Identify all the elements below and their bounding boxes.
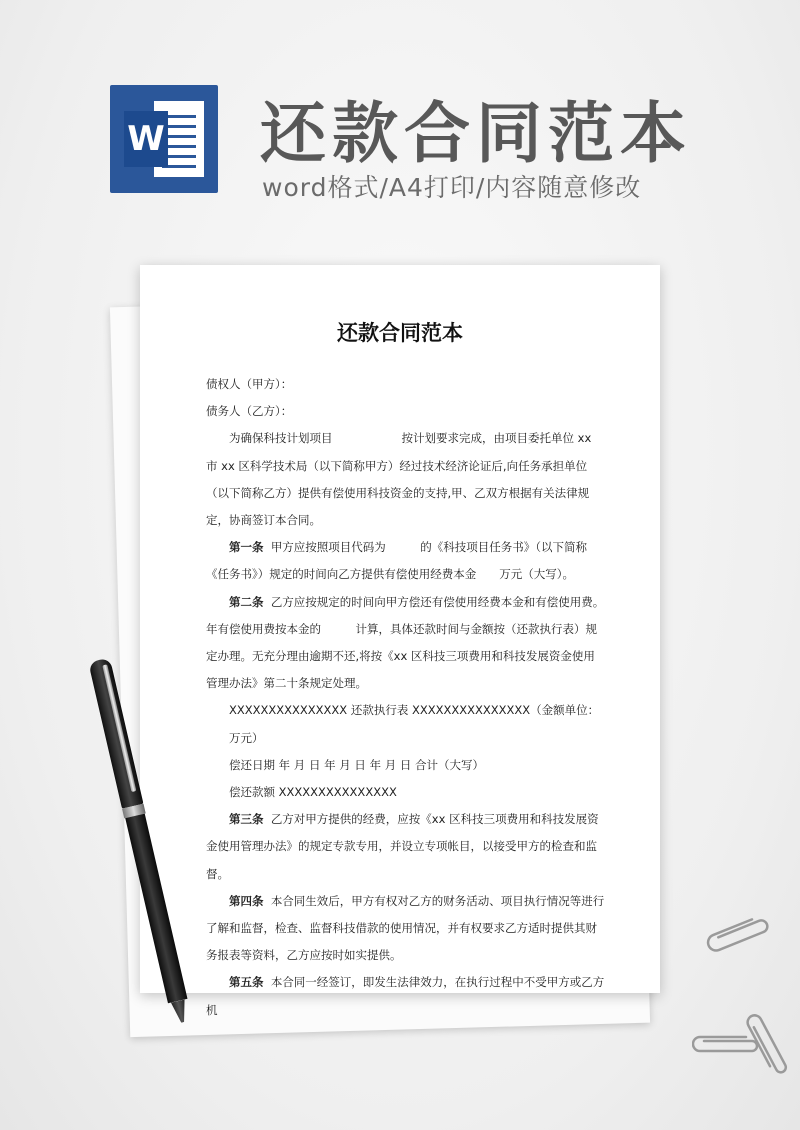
article-4-text: 本合同生效后，甲方有权对乙方的财务活动、项目执行情况等进行了解和监督，检查、监督科技借款的使用情况，并有权要求乙方适时提供其财务报表等资料，乙方应按时如实提供。	[206, 893, 605, 963]
repayment-table-row-1: XXXXXXXXXXXXXXX 还款执行表 XXXXXXXXXXXXXXX（金额单位：万元）	[229, 703, 600, 745]
document-body	[206, 371, 714, 1024]
article-5-text: 本合同一经签订，即发生法律效力，在执行过程中不受甲方或乙方机	[206, 975, 605, 1017]
article-5-label: 第五条	[229, 975, 264, 990]
banner-subtitle: word格式/A4打印/内容随意修改	[262, 173, 642, 202]
article-4	[206, 888, 606, 970]
article-1-label: 第一条	[229, 540, 264, 555]
article-3-label: 第三条	[229, 812, 264, 827]
article-2	[206, 589, 606, 698]
article-3	[206, 806, 606, 888]
document-page	[140, 265, 714, 1017]
article-1-text: 甲方应按照项目代码为 的《科技项目任务书》（以下简称《任务书》）规定的时间向乙方提供有偿使用经费本金 万元（大写）。	[206, 540, 588, 582]
article-5	[206, 969, 606, 1023]
article-2-label: 第二条	[229, 594, 264, 609]
article-3-text: 乙方对甲方提供的经费，应按《xx 区科技三项费用和科技发展资金使用管理办法》的规定专款专用，并设立专项帐目，以接受甲方的检查和监督。	[206, 812, 599, 881]
intro-paragraph: 为确保科技计划项目 按计划要求完成，由项目委托单位 xx 市 xx 区科学技术局（以下简称甲方）经过技术经济论证后,向任务承担单位 （以下简称乙方）提供有偿使用科技资金的支持,甲、乙双方根据有关法律规定，协商签订本合同。	[206, 431, 714, 528]
creditor-line: 债权人（甲方）：	[206, 377, 293, 391]
debtor-line: 债务人（乙方）：	[206, 404, 293, 419]
article-4-label: 第四条	[229, 893, 264, 908]
word-letter: W	[124, 111, 168, 167]
repayment-table-row-2: 偿还日期 年 月 日 年 月 日 年 月 日 合计（大写）	[229, 757, 485, 772]
paperclip-icon	[745, 1010, 795, 1085]
article-2-text: 乙方应按规定的时间向甲方偿还有偿使用经费本金和有偿使用费。年有偿使用费按本金的 计算，具体还款时间与金额按（还款执行表）规定办理。无充分理由逾期不还,将按《xx 区科技三项费用和科技发展资金使用管理办法》第二十条规定处理。	[206, 594, 605, 691]
word-logo-icon	[110, 85, 218, 193]
document-title: 还款合同范本	[337, 321, 463, 345]
article-1	[206, 534, 606, 588]
banner-title: 还款合同范本	[260, 95, 692, 172]
repayment-table-row-3: 偿还款额 XXXXXXXXXXXXXXX	[229, 785, 397, 800]
paperclip-icon	[705, 915, 775, 955]
